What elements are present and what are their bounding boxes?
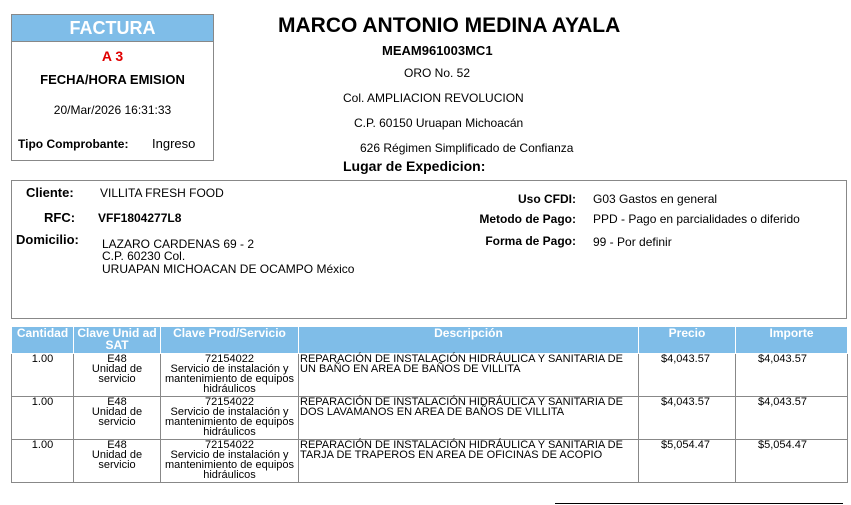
emission-date: 20/Mar/2026 16:31:33 (53, 103, 172, 117)
issue-place-label: Lugar de Expedicion: (343, 158, 486, 174)
row-quantity: 1.00 (12, 354, 74, 397)
emission-date-label: FECHA/HORA EMISION (40, 72, 185, 87)
issuer-cp-city: C.P. 60150 Uruapan Michoacán (354, 116, 524, 130)
table-header-row (12, 327, 848, 354)
row-product (161, 354, 299, 397)
row-product (161, 440, 299, 483)
unit-code: E48 (107, 353, 127, 365)
issuer-street: ORO No. 52 (404, 66, 471, 80)
client-name-label: Cliente: (26, 185, 74, 200)
row-description: REPARACIÓN DE INSTALACIÓN HIDRÁULICA Y SANITARIA DE DOS LAVAMANOS EN AREA DE BAÑOS DE VILLITA (299, 397, 639, 440)
cfdi-use-label: Uso CFDI: (518, 192, 576, 206)
col-header-product-code: Clave Prod/Servicio (161, 327, 299, 354)
signature-line (555, 503, 843, 504)
row-price: $4,043.57 (639, 354, 736, 397)
client-name: VILLITA FRESH FOOD (100, 186, 224, 200)
unit-name: Unidad de servicio (91, 406, 143, 428)
row-description: REPARACIÓN DE INSTALACIÓN HIDRÁULICA Y SANITARIA DE UN BAÑO EN AREA DE BAÑOS DE VILLITA (299, 354, 639, 397)
row-price: $4,043.57 (639, 397, 736, 440)
table-row (12, 440, 848, 483)
row-unit (74, 354, 161, 397)
row-quantity: 1.00 (12, 440, 74, 483)
col-header-description: Descripción (299, 327, 639, 354)
client-address-line1: LAZARO CARDENAS 69 - 2 (102, 237, 255, 251)
client-rfc: VFF1804277L8 (98, 211, 182, 225)
col-header-unit-code: Clave Unid ad SAT (74, 327, 161, 354)
payment-method-label: Metodo de Pago: (479, 212, 576, 226)
issuer-colonia: Col. AMPLIACION REVOLUCION (343, 91, 524, 105)
row-quantity: 1.00 (12, 397, 74, 440)
invoice-folio: A 3 (101, 48, 124, 64)
payment-form-label: Forma de Pago: (485, 234, 576, 248)
row-product (161, 397, 299, 440)
issuer-regimen: 626 Régimen Simplificado de Confianza (360, 141, 574, 155)
row-amount: $4,043.57 (736, 354, 848, 397)
product-code: 72154022 (205, 353, 254, 365)
unit-name: Unidad de servicio (91, 363, 143, 385)
cfdi-use: G03 Gastos en general (593, 192, 718, 206)
client-rfc-label: RFC: (44, 210, 76, 225)
row-amount: $4,043.57 (736, 397, 848, 440)
invoice-title: FACTURA (12, 15, 213, 42)
product-name: Servicio de instalación y mantenimiento de equipos hidráulicos (164, 406, 295, 438)
unit-code: E48 (107, 396, 127, 408)
unit-name: Unidad de servicio (91, 449, 143, 471)
row-description: REPARACIÓN DE INSTALACIÓN HIDRÁULICA Y SANITARIA DE TARJA DE TRAPEROS EN AREA DE OFICINAS DE ACOPIO (299, 440, 639, 483)
row-unit (74, 397, 161, 440)
client-address-label: Domicilio: (16, 232, 79, 247)
table-row (12, 354, 848, 397)
issuer-name: MARCO ANTONIO MEDINA AYALA (278, 14, 621, 37)
row-price: $5,054.47 (639, 440, 736, 483)
product-code: 72154022 (205, 396, 254, 408)
client-address-line3: URUAPAN MICHOACAN DE OCAMPO México (102, 262, 355, 276)
client-box (11, 180, 847, 319)
client-address-line2: C.P. 60230 Col. (102, 249, 186, 263)
issuer-rfc: MEAM961003MC1 (382, 43, 493, 58)
product-name: Servicio de instalación y mantenimiento de equipos hidráulicos (164, 363, 295, 395)
col-header-amount: Importe (736, 327, 848, 354)
receipt-type-value: Ingreso (152, 136, 196, 151)
unit-code: E48 (107, 439, 127, 451)
product-code: 72154022 (205, 439, 254, 451)
col-header-price: Precio (639, 327, 736, 354)
product-name: Servicio de instalación y mantenimiento de equipos hidráulicos (164, 449, 295, 481)
row-amount: $5,054.47 (736, 440, 848, 483)
invoice-box (11, 14, 214, 161)
payment-form: 99 - Por definir (593, 235, 672, 249)
col-header-quantity: Cantidad (12, 327, 74, 354)
table-row (12, 397, 848, 440)
items-table (11, 326, 848, 483)
payment-method: PPD - Pago en parcialidades o diferido (593, 212, 800, 226)
receipt-type-label: Tipo Comprobante: (18, 137, 129, 151)
row-unit (74, 440, 161, 483)
